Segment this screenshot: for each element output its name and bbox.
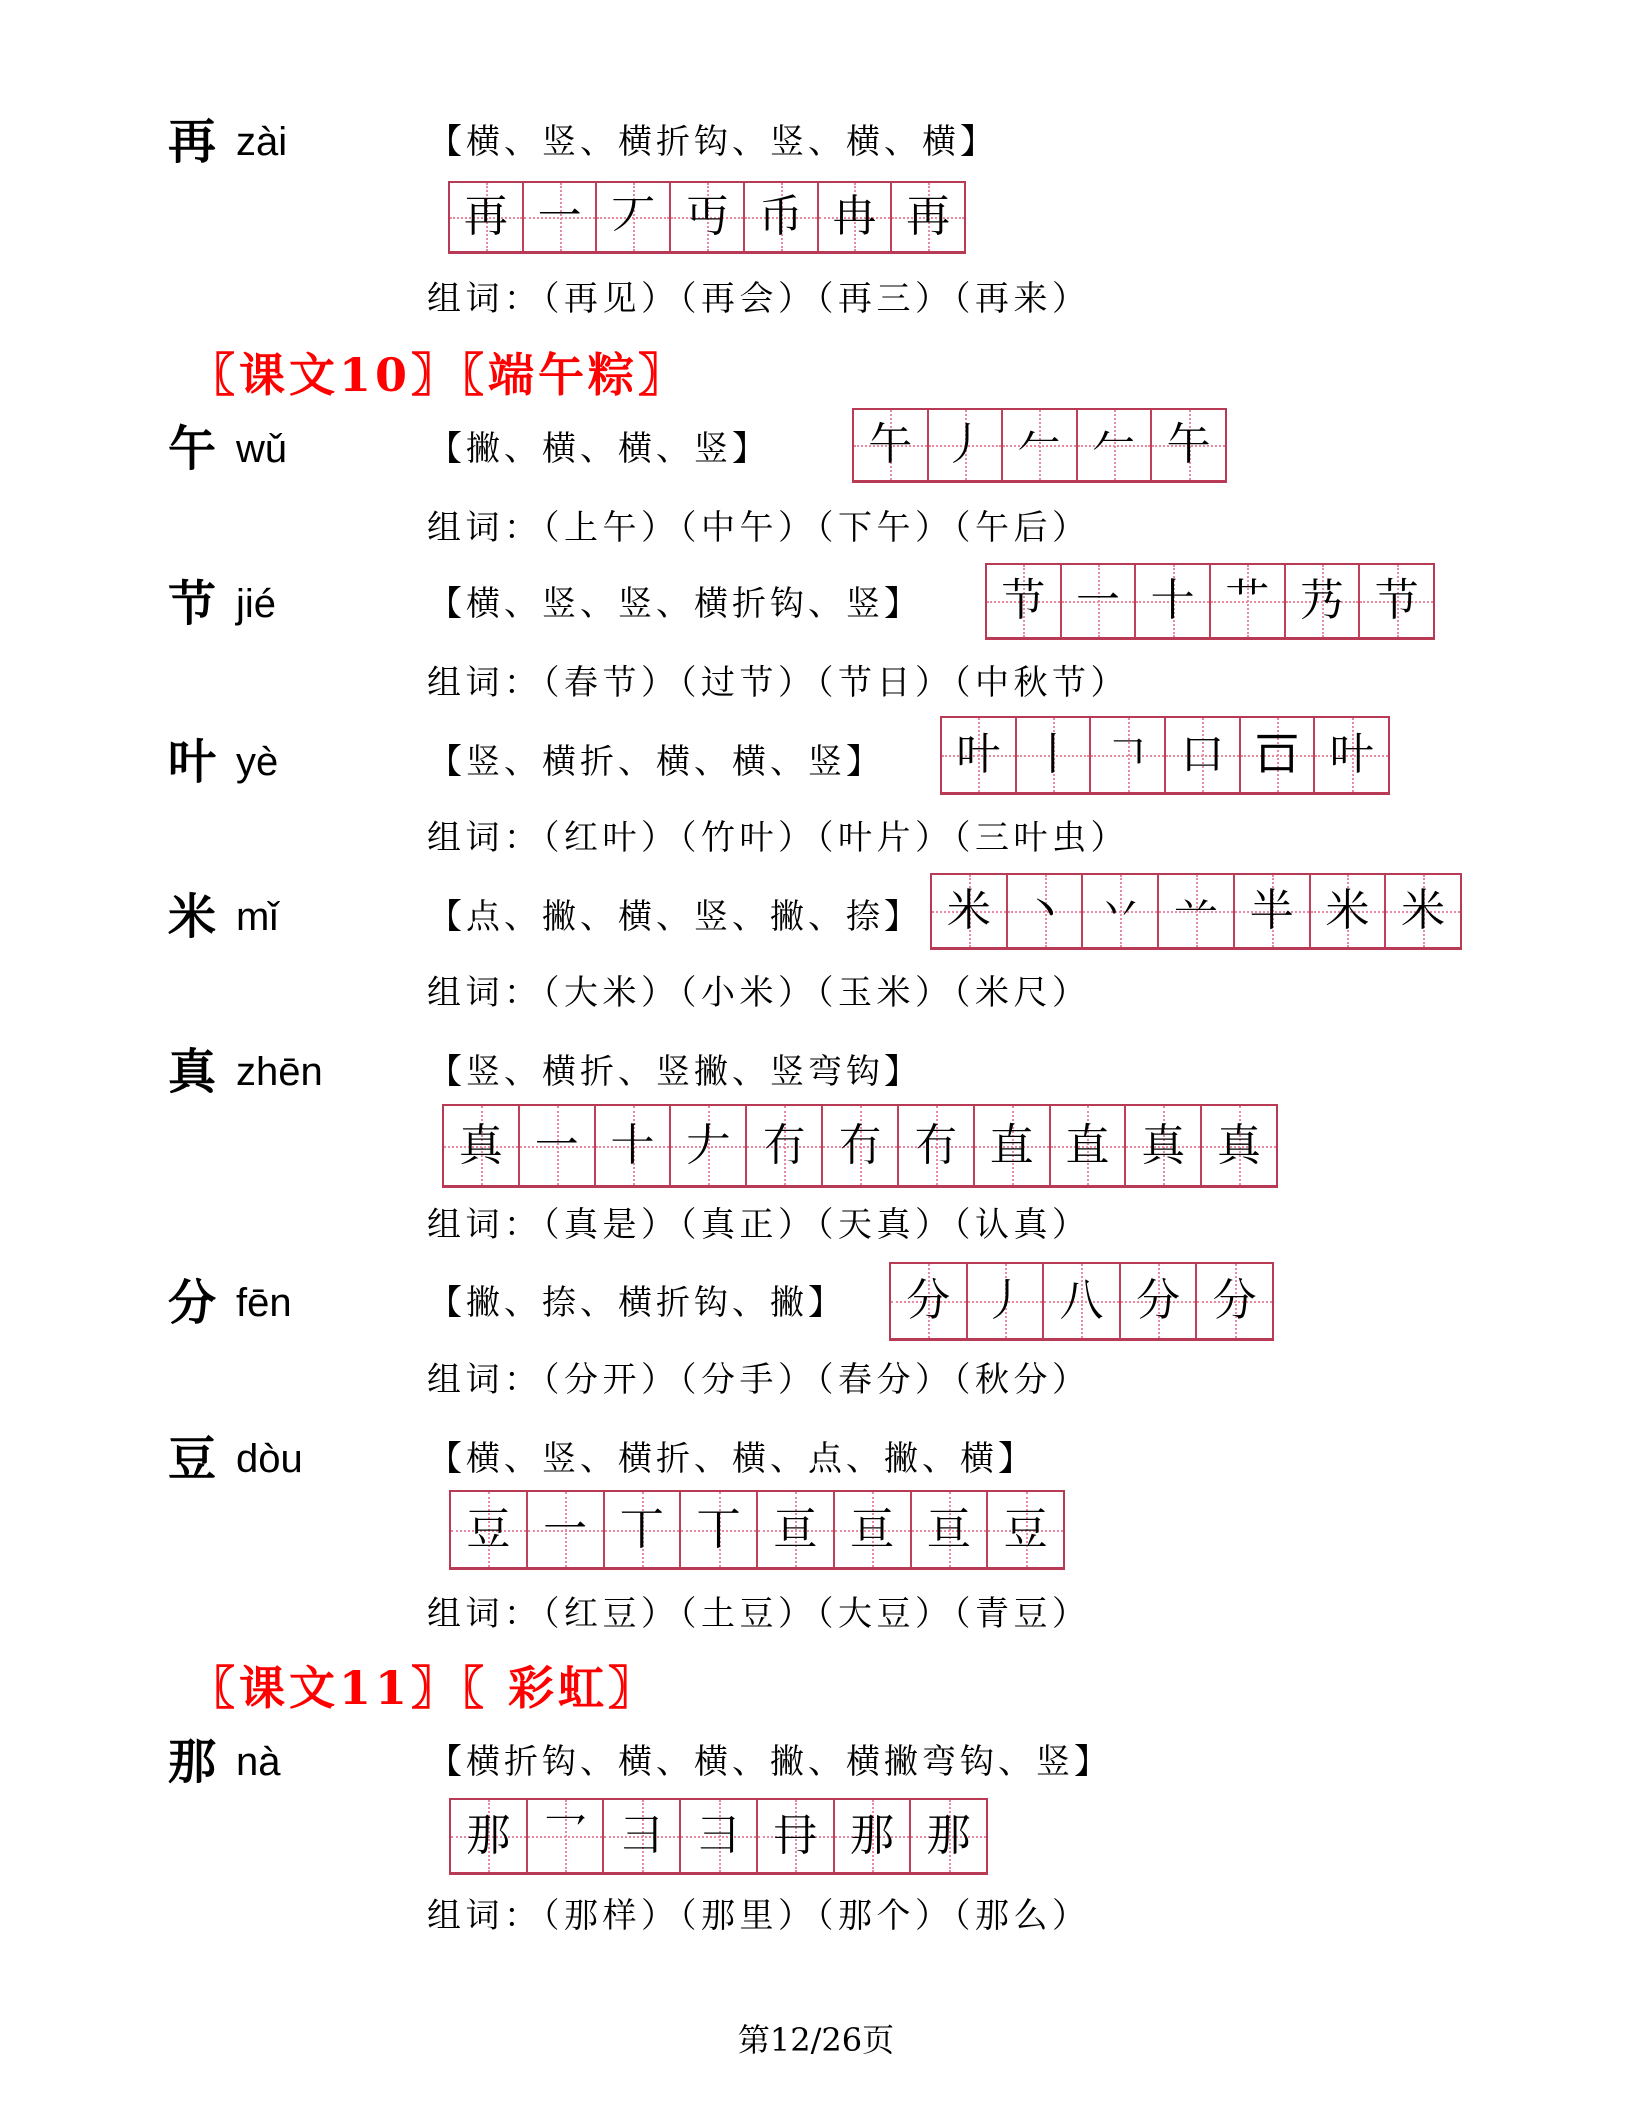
entry-character: 午: [168, 421, 217, 477]
entry-pinyin: wǔ: [236, 427, 288, 471]
stroke-step-glyph: 叶: [1329, 729, 1374, 780]
word-group-label: 组词：: [427, 1896, 543, 1936]
stroke-step-cell: [988, 1492, 1063, 1567]
stroke-step-cell: [1202, 1106, 1276, 1185]
stroke-step-cell: [450, 183, 524, 251]
stroke-step-cell: [942, 718, 1017, 792]
stroke-step-cell: [528, 1800, 605, 1872]
entry-character: 米: [168, 889, 217, 945]
word-item: （分手）: [679, 1360, 817, 1400]
stroke-step-cell: [835, 1800, 912, 1872]
word-item: （再见）: [542, 279, 680, 319]
stroke-step-glyph: 一: [1076, 575, 1120, 626]
stroke-step-cell: [444, 1106, 520, 1185]
stroke-step-glyph: 冇: [762, 1119, 807, 1171]
stroke-step-glyph: 真: [1217, 1119, 1262, 1171]
entry-character: 节: [168, 576, 217, 632]
word-item: （春节）: [542, 663, 680, 703]
stroke-step-glyph: 再: [906, 191, 951, 242]
stroke-step-cell: [823, 1106, 899, 1185]
stroke-step-cell: [597, 183, 671, 251]
entry-character: 那: [168, 1734, 217, 1790]
stroke-order-grid: [442, 1104, 1278, 1188]
entry-pinyin: nà: [236, 1740, 281, 1784]
stroke-step-glyph: 直: [1065, 1119, 1110, 1171]
word-group-line: [427, 816, 1129, 860]
stroke-step-glyph: 分: [906, 1275, 951, 1326]
stroke-step-cell: [1235, 875, 1311, 947]
stroke-step-cell: [1311, 875, 1387, 947]
stroke-order-grid: [930, 873, 1462, 950]
stroke-names: 【横、竖、横折、横、点、撇、横】: [428, 1439, 1036, 1479]
word-item: （叶片）: [816, 818, 954, 858]
word-group-line: [427, 1358, 1091, 1402]
stroke-step-glyph: 分: [1136, 1275, 1181, 1326]
word-item: （中秋节）: [953, 663, 1129, 703]
entry-pinyin: yè: [236, 740, 279, 784]
stroke-step-glyph: 米: [1325, 885, 1370, 936]
stroke-step-cell: [1078, 410, 1153, 480]
stroke-step-glyph: 丶: [1022, 885, 1067, 936]
stroke-step-glyph: 那: [466, 1810, 511, 1861]
entry-pinyin: zhēn: [236, 1050, 323, 1094]
stroke-step-cell: [671, 183, 745, 251]
word-item: （天真）: [816, 1205, 954, 1245]
stroke-step-cell: [1062, 565, 1137, 637]
stroke-step-glyph: 十: [610, 1119, 655, 1171]
word-item: （三叶虫）: [953, 818, 1129, 858]
word-item: （真是）: [542, 1205, 680, 1245]
stroke-step-cell: [1136, 565, 1211, 637]
entry-character: 真: [168, 1044, 217, 1100]
lesson-header: 〖课文11〗〖 彩虹〗: [189, 1661, 659, 1715]
word-group-line: [427, 506, 1091, 550]
entry-pinyin: mǐ: [236, 895, 279, 939]
stroke-step-cell: [1386, 875, 1460, 947]
stroke-names: 【横、竖、横折钩、竖、横、横】: [428, 122, 998, 162]
stroke-step-glyph: 丿: [942, 419, 987, 470]
lesson-header: 〖课文10〗〖端午粽〗: [189, 348, 689, 402]
stroke-step-cell: [528, 1492, 605, 1567]
stroke-step-cell: [932, 875, 1008, 947]
stroke-step-cell: [747, 1106, 823, 1185]
stroke-step-cell: [1286, 565, 1361, 637]
word-item: （真正）: [679, 1205, 817, 1245]
stroke-step-cell: [1121, 1264, 1198, 1338]
word-item: （秋分）: [953, 1360, 1091, 1400]
word-item: （那个）: [816, 1896, 954, 1936]
stroke-step-glyph: 䒑: [1174, 885, 1219, 936]
stroke-step-glyph: 彐: [619, 1810, 664, 1861]
word-item: （玉米）: [816, 973, 954, 1013]
entry-character: 叶: [168, 734, 217, 790]
word-item: （竹叶）: [679, 818, 817, 858]
stroke-step-glyph: 彐: [696, 1810, 741, 1861]
word-group-label: 组词：: [427, 279, 543, 319]
word-item: （米尺）: [953, 973, 1091, 1013]
stroke-step-cell: [1003, 410, 1078, 480]
word-item: （再三）: [816, 279, 954, 319]
entry-pinyin: fēn: [236, 1281, 292, 1325]
stroke-order-grid: [889, 1262, 1274, 1341]
word-group-line: [427, 1203, 1091, 1247]
stroke-step-cell: [929, 410, 1004, 480]
stroke-step-glyph: 一: [543, 1503, 588, 1555]
word-item: （上午）: [542, 508, 680, 548]
entry-character: 再: [168, 114, 217, 170]
stroke-step-glyph: 十: [1150, 575, 1195, 626]
stroke-step-cell: [1017, 718, 1092, 792]
stroke-step-glyph: 午: [868, 419, 913, 470]
stroke-step-glyph: 节: [1001, 575, 1046, 626]
stroke-step-glyph: 𠮛: [1255, 729, 1300, 780]
word-group-line: [427, 971, 1091, 1015]
stroke-step-cell: [911, 1800, 986, 1872]
stroke-step-cell: [912, 1492, 989, 1567]
word-group-label: 组词：: [427, 973, 543, 1013]
word-group-label: 组词：: [427, 1594, 543, 1634]
entry-pinyin: jié: [236, 582, 277, 626]
stroke-step-glyph: 币: [758, 191, 803, 242]
stroke-step-glyph: 丿: [982, 1275, 1027, 1326]
stroke-step-glyph: 𠂇: [686, 1119, 731, 1171]
word-item: （那样）: [542, 1896, 680, 1936]
stroke-step-cell: [987, 565, 1062, 637]
word-group-label: 组词：: [427, 818, 543, 858]
word-item: （小米）: [679, 973, 817, 1013]
stroke-step-cell: [758, 1800, 835, 1872]
stroke-step-cell: [524, 183, 598, 251]
stroke-step-glyph: 口: [1180, 729, 1225, 780]
word-group-label: 组词：: [427, 1360, 543, 1400]
stroke-step-glyph: 艿: [1300, 575, 1345, 626]
stroke-step-glyph: 半: [1249, 885, 1294, 936]
stroke-step-glyph: 冇: [837, 1119, 882, 1171]
entry-character: 分: [168, 1275, 217, 1331]
stroke-step-cell: [819, 183, 893, 251]
entry-character: 豆: [168, 1431, 217, 1487]
stroke-step-glyph: 豆: [466, 1503, 511, 1555]
word-group-label: 组词：: [427, 663, 543, 703]
page-indicator: 第12/26页: [737, 2021, 895, 2059]
stroke-step-glyph: 再: [463, 191, 508, 242]
stroke-step-cell: [745, 183, 819, 251]
stroke-step-cell: [681, 1800, 758, 1872]
word-group-label: 组词：: [427, 1205, 543, 1245]
stroke-step-glyph: 冉: [832, 191, 877, 242]
stroke-step-glyph: 丏: [685, 191, 730, 242]
stroke-step-cell: [968, 1264, 1045, 1338]
stroke-names: 【横折钩、横、横、撇、横撇弯钩、竖】: [428, 1742, 1112, 1782]
word-item: （午后）: [953, 508, 1091, 548]
word-group-label: 组词：: [427, 508, 543, 548]
stroke-step-glyph: 叶: [956, 729, 1001, 780]
stroke-step-glyph: 一: [534, 1119, 579, 1171]
stroke-step-cell: [1360, 565, 1433, 637]
stroke-step-cell: [1126, 1106, 1202, 1185]
stroke-step-glyph: 真: [458, 1119, 503, 1171]
stroke-step-cell: [1241, 718, 1316, 792]
word-item: （红豆）: [542, 1594, 680, 1634]
stroke-step-glyph: 午: [1166, 419, 1211, 470]
stroke-step-cell: [1051, 1106, 1127, 1185]
stroke-step-cell: [1152, 410, 1225, 480]
stroke-names: 【横、竖、竖、横折钩、竖】: [428, 584, 922, 624]
stroke-step-glyph: 亘: [926, 1503, 971, 1555]
word-item: （再来）: [953, 279, 1091, 319]
stroke-names: 【撇、横、横、竖】: [428, 429, 770, 469]
word-item: （那里）: [679, 1896, 817, 1936]
stroke-step-glyph: 亘: [773, 1503, 818, 1555]
word-group-line: [427, 661, 1129, 705]
stroke-step-cell: [1091, 718, 1166, 792]
word-item: （红叶）: [542, 818, 680, 858]
stroke-names: 【竖、横折、横、横、竖】: [428, 742, 884, 782]
stroke-step-glyph: 分: [1212, 1275, 1257, 1326]
stroke-order-grid: [852, 408, 1227, 483]
word-group-line: [427, 277, 1091, 321]
word-item: （大豆）: [816, 1594, 954, 1634]
word-item: （认真）: [953, 1205, 1091, 1245]
stroke-step-cell: [596, 1106, 672, 1185]
stroke-step-cell: [835, 1492, 912, 1567]
stroke-step-cell: [681, 1492, 758, 1567]
word-item: （土豆）: [679, 1594, 817, 1634]
word-item: （再会）: [679, 279, 817, 319]
stroke-order-grid: [940, 716, 1390, 795]
word-item: （分开）: [542, 1360, 680, 1400]
stroke-step-cell: [605, 1492, 682, 1567]
stroke-step-glyph: 乛: [543, 1810, 588, 1861]
word-group-line: [427, 1592, 1091, 1636]
stroke-step-glyph: 𠂉: [1092, 419, 1137, 470]
stroke-order-grid: [985, 563, 1435, 640]
stroke-step-cell: [1159, 875, 1235, 947]
stroke-step-glyph: 那: [926, 1810, 971, 1861]
stroke-step-cell: [671, 1106, 747, 1185]
stroke-step-cell: [451, 1492, 528, 1567]
stroke-step-glyph: 丷: [1098, 885, 1143, 936]
stroke-step-glyph: 豆: [1003, 1503, 1048, 1555]
stroke-step-cell: [892, 183, 964, 251]
stroke-step-cell: [854, 410, 929, 480]
word-item: （过节）: [679, 663, 817, 703]
stroke-step-glyph: 真: [1141, 1119, 1186, 1171]
stroke-step-glyph: 八: [1059, 1275, 1104, 1326]
stroke-order-grid: [449, 1490, 1065, 1570]
stroke-step-cell: [1211, 565, 1286, 637]
stroke-names: 【竖、横折、竖撇、竖弯钩】: [428, 1052, 922, 1092]
stroke-step-cell: [891, 1264, 968, 1338]
word-item: （那么）: [953, 1896, 1091, 1936]
stroke-step-cell: [1044, 1264, 1121, 1338]
stroke-step-glyph: 艹: [1225, 575, 1270, 626]
stroke-step-cell: [1083, 875, 1159, 947]
stroke-order-grid: [448, 181, 966, 254]
stroke-step-glyph: 丨: [1031, 729, 1075, 780]
stroke-names: 【点、撇、横、竖、撇、捺】: [428, 897, 922, 937]
stroke-step-cell: [758, 1492, 835, 1567]
stroke-step-cell: [1008, 875, 1084, 947]
word-item: （节日）: [816, 663, 954, 703]
stroke-step-glyph: 丅: [696, 1503, 741, 1555]
stroke-step-glyph: 冇: [913, 1119, 958, 1171]
stroke-step-cell: [451, 1800, 528, 1872]
stroke-step-cell: [899, 1106, 975, 1185]
word-item: （青豆）: [953, 1594, 1091, 1634]
word-item: （中午）: [679, 508, 817, 548]
stroke-step-glyph: 节: [1374, 575, 1419, 626]
stroke-step-glyph: 米: [1401, 885, 1446, 936]
stroke-step-glyph: 丅: [619, 1503, 664, 1555]
stroke-order-grid: [449, 1798, 988, 1875]
stroke-step-cell: [1315, 718, 1388, 792]
stroke-step-cell: [520, 1106, 596, 1185]
stroke-step-glyph: 一: [537, 191, 582, 242]
word-item: （春分）: [816, 1360, 954, 1400]
stroke-names: 【撇、捺、横折钩、撇】: [428, 1283, 846, 1323]
word-item: （下午）: [816, 508, 954, 548]
entry-pinyin: dòu: [236, 1437, 303, 1481]
stroke-step-glyph: 那: [849, 1810, 894, 1861]
stroke-step-glyph: 𠂉: [1017, 419, 1062, 470]
stroke-step-cell: [604, 1800, 681, 1872]
stroke-step-glyph: 丆: [611, 191, 656, 242]
word-item: （大米）: [542, 973, 680, 1013]
stroke-step-glyph: 亘: [850, 1503, 895, 1555]
stroke-step-glyph: 直: [989, 1119, 1034, 1171]
word-group-line: [427, 1894, 1091, 1938]
stroke-step-glyph: 𠃍: [1105, 729, 1150, 780]
stroke-step-cell: [975, 1106, 1051, 1185]
stroke-step-cell: [1166, 718, 1241, 792]
entry-pinyin: zài: [236, 120, 288, 164]
stroke-step-cell: [1197, 1264, 1272, 1338]
stroke-step-glyph: 米: [946, 885, 991, 936]
stroke-step-glyph: 冄: [773, 1810, 818, 1861]
